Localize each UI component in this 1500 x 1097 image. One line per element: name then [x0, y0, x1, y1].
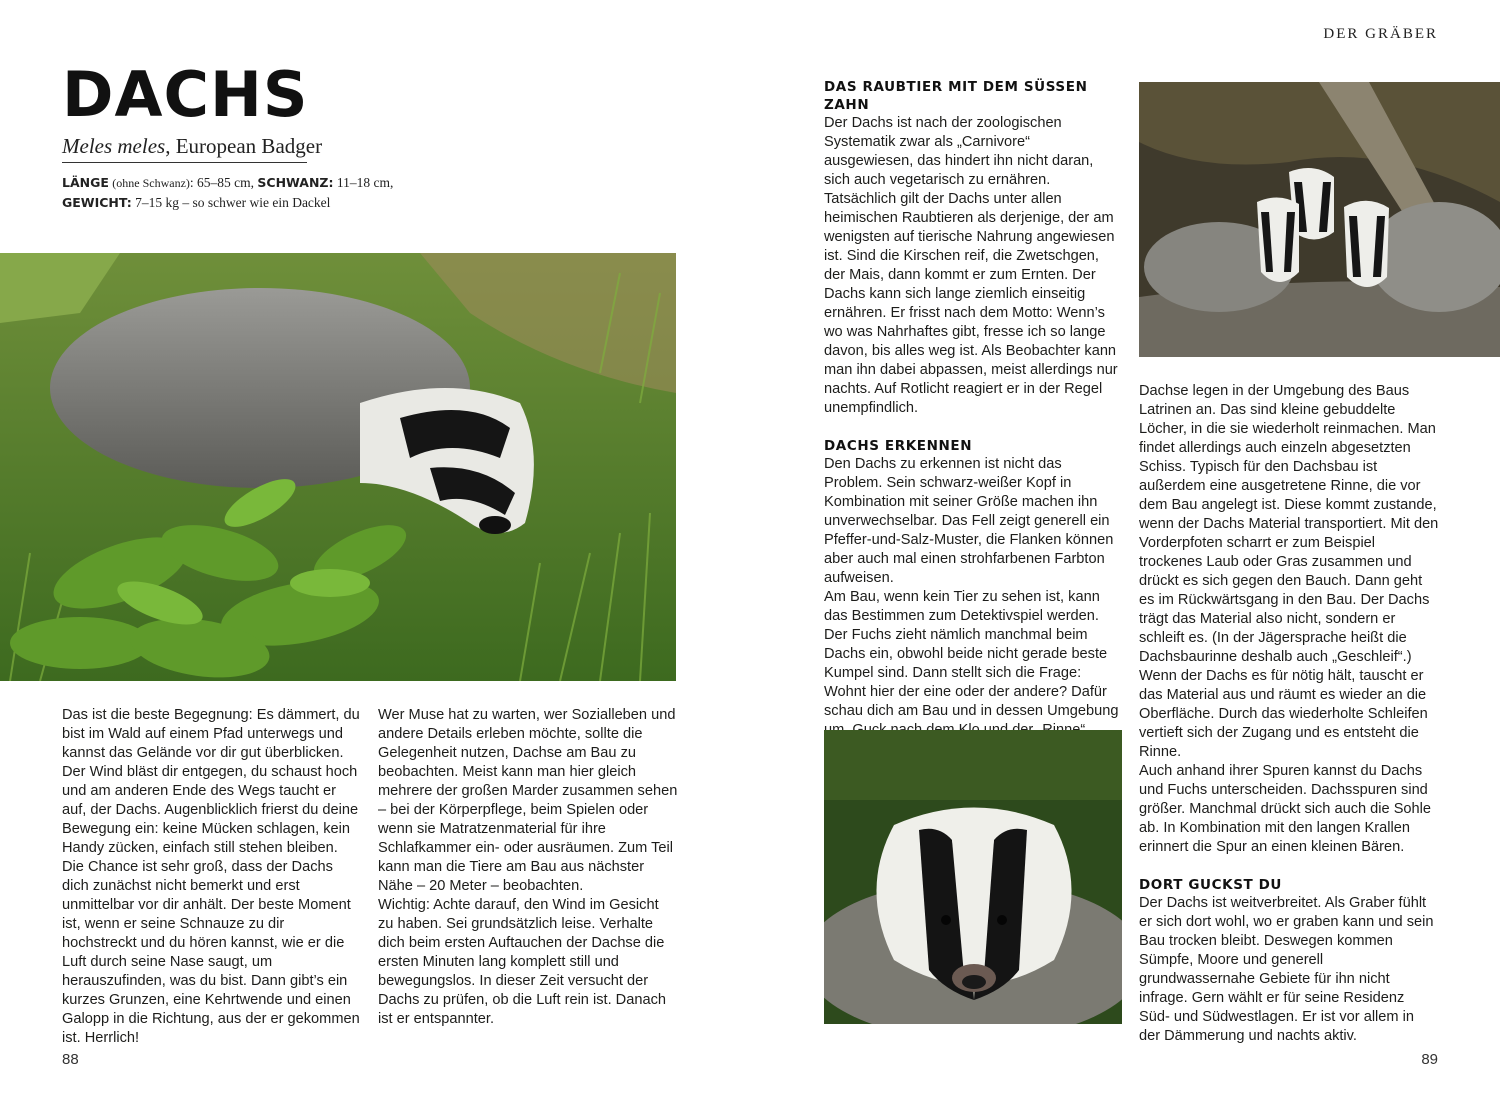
right-column-2 — [1139, 382, 1439, 1046]
length-note: (ohne Schwanz) — [112, 176, 190, 190]
length-label: LÄNGE — [62, 175, 109, 190]
page-number-left: 88 — [62, 1051, 79, 1068]
right-page — [750, 0, 1500, 1097]
identify-paragraph: Den Dachs zu erkennen ist nicht das Problem. Sein schwarz-weißer Kopf in Kombination mit seiner Größe machen ihn unverwechselbar. Das Fell zeigt generell ein Pfeffer-und-Salz-Muster, die Flanken können aber auch mal einen strohfarbenen Farbton aufweisen. — [824, 456, 1114, 586]
tail-value: 11–18 cm, — [333, 175, 394, 190]
diet-paragraph: Der Dachs ist nach der zoologischen Systematik zwar als „Carnivore“ ausgewiesen, das hindert ihn nicht daran, sich auch vegetarisch zu ernähren. Tatsächlich gilt der Dachs unter allen heimischen Raubtieren als derjenige, der am wenigsten auf tierische Nahrung angewiesen ist. Sind die Kirschen reif, die Zwetschgen, der Mais, dann kommt er zum Ernten. Der Dachs kann sich lange ziemlich einseitig ernähren. Er frisst nach dem Motto: Wenn’s wo was Nahrhaftes gibt, fresse ich so lange davon, bis alles weg ist. Als Beobachter kann man ihn dabei abpassen, meist allerdings nur nachts. Auf Rotlicht reagiert er in der Regel unempfindlich. — [824, 115, 1118, 416]
right-column-1 — [824, 78, 1122, 740]
weight-label: GEWICHT: — [62, 195, 132, 210]
section-heading-identify: DACHS ERKENNEN — [824, 438, 973, 454]
scientific-name: Meles meles — [62, 134, 166, 158]
length-value: : 65–85 cm, — [189, 175, 258, 190]
facts-line-2 — [62, 193, 393, 213]
common-name: , European Badger — [165, 134, 323, 158]
species-subtitle — [62, 134, 323, 163]
weight-value: 7–15 kg – so schwer wie ein Dackel — [131, 195, 331, 210]
latrine-paragraph: Dachse legen in der Umgebung des Baus Latrinen an. Das sind kleine gebuddelte Löcher, in die sie wiederholt reinmachen. Man findet allerdings auch einzeln abgesetzten Schiss. Typisch für den Dachsbau ist außerdem eine ausgetretene Rinne, die vor dem Bau angelegt ist. Diese kommt zustande, wenn der Dachs Material transportiert. Mit den Vorderpfoten scharrt er zum Beispiel trockenes Laub oder Gras zusammen und drückt es sich gegen den Bauch. Dann geht es im Rückwärtsgang in den Bau. Der Dachs trägt das Material also nicht, sondern er schleift es. (In der Jägersprache heißt die Dachsbaurinne deshalb auch „Geschleif“.) — [1139, 383, 1439, 665]
left-column-1 — [62, 706, 360, 1048]
material-paragraph: Wenn der Dachs es für nötig hält, tauscht er das Material aus und räumt es wieder an die Oberfläche. Durch das wiederholte Schleifen vertieft sich der Zugang und es entsteht die Rinne. — [1139, 668, 1428, 760]
badger-family-photo — [1139, 82, 1500, 357]
badger-in-grass-photo — [0, 253, 676, 681]
intro-paragraph: Das ist die beste Begegnung: Es dämmert, du bist im Wald auf einem Pfad unterwegs und kannst das Gelände vor dir gut überblicken. Der Wind bläst dir entgegen, du schaust hoch und am anderen Ende des Wegs taucht er auf, der Dachs. Augenblicklich frierst du deine Bewegung ein: keine Mücken schlagen, kein Handy zücken, einfach still stehen bleiben. Die Chance ist sehr groß, dass der Dachs dich zunächst nicht bemerkt und erst unmittelbar vor dir anhält. Der beste Moment ist, wenn er seine Schnauze zu dir hochstreckt und du hören kannst, wie er die Luft durch seine Nase saugt, um herauszufinden, was du bist. Dann gibt’s ein kurzes Grunzen, eine Kehrtwende und einen Galopp in die Richtung, aus der er gekommen ist. Herrlich! — [62, 707, 360, 1046]
species-facts — [62, 173, 393, 213]
page-title: DACHS — [62, 58, 309, 131]
observation-paragraph: Wer Muse hat zu warten, wer Sozialleben und andere Details erleben möchte, sollte die Gelegenheit nutzen, Dachse am Bau zu beobachten. Meist kann man hier gleich mehrere der großen Marder zusammen sehen – bei der Körperpflege, beim Spielen oder wenn sie Matratzenmaterial für ihre Schlafkammer ein- oder ausräumen. Zum Teil kann man die Tiere am Bau aus nächster Nähe – 20 Meter – beobachten. — [378, 707, 678, 894]
habitat-paragraph: Der Dachs ist weitverbreitet. Als Graber fühlt er sich dort wohl, wo er graben kann und sein Bau trocken bleibt. Deswegen kommen Sümpfe, Moore und generell grundwassernahe Gebiete für ihn nicht infrage. Gern wählt er für seine Residenz Süd- und Südwestlagen. Er ist vor allem in der Dämmerung und nachts aktiv. — [1139, 895, 1434, 1044]
tip-paragraph: Wichtig: Achte darauf, den Wind im Gesicht zu haben. Sei grundsätzlich leise. Verhalte dich beim ersten Auftauchen der Dachse die ersten Minuten lang komplett still und bewegungslos. In dieser Zeit versucht der Dachs zu prüfen, ob die Luft rein ist. Danach ist er entspannter. — [378, 897, 666, 1027]
section-heading-habitat: DORT GUCKST DU — [1139, 877, 1282, 893]
facts-line-1 — [62, 173, 393, 193]
tracks-paragraph: Auch anhand ihrer Spuren kannst du Dachs und Fuchs unterscheiden. Dachsspuren sind größer. Manchmal drückt sich auch die Sohle ab. In Kombination mit den langen Krallen erinnert die Spur an einen kleinen Bären. — [1139, 763, 1432, 855]
burrow-paragraph: Am Bau, wenn kein Tier zu sehen ist, kann das Bestimmen zum Detektivspiel werden. Der Fuchs zieht nämlich manchmal beim Dachs ein, obwohl beide nicht gerade beste Kumpel sind. Dann stellt sich die Frage: Wohnt hier der eine oder der andere? Dafür schau dich am Bau und in dessen Umgebung — [824, 589, 1119, 719]
left-column-2 — [378, 706, 678, 1029]
page-number-right: 89 — [1421, 1051, 1438, 1068]
running-head: DER GRÄBER — [1323, 26, 1438, 42]
section-heading-sweet-tooth: DAS RAUBTIER MIT DEM SÜSSEN ZAHN — [824, 79, 1088, 113]
badger-face-photo — [824, 730, 1122, 1024]
tail-label: SCHWANZ: — [257, 175, 334, 190]
